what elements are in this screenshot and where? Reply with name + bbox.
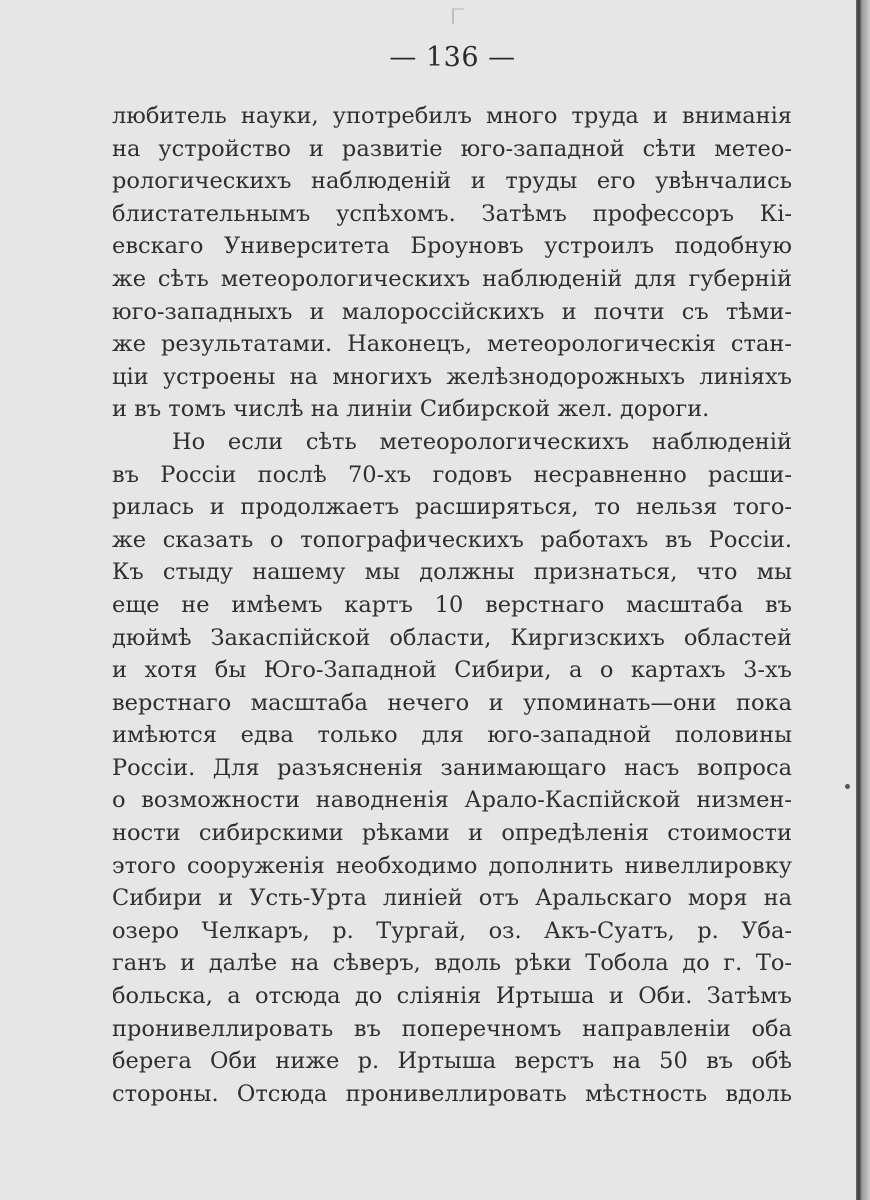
text-line: блистательнымъ успѣхомъ. Затѣмъ профессоръ Кі- [112, 200, 792, 227]
text-line: озеро Челкаръ, р. Тургай, оз. Акъ-Суатъ, р. Уба- [112, 917, 792, 944]
text-line: на устройство и развитіе юго-западной сѣти метео- [112, 135, 792, 162]
text-line: и хотя бы Юго-Западной Сибири, а о картахъ 3-хъ [112, 657, 792, 684]
text-line: и въ томъ числѣ на линіи Сибирской жел. дороги. [112, 396, 710, 423]
paragraph-continued [112, 100, 792, 426]
text-line: въ Россіи послѣ 70-хъ годовъ несравненно расши- [112, 461, 792, 488]
paragraph [112, 426, 792, 1110]
text-line: больска, а отсюда до сліянія Иртыша и Оби. Затѣмъ [112, 983, 792, 1010]
text-line: юго-западныхъ и малороссійскихъ и почти съ тѣми- [112, 298, 792, 325]
text-line: Но если сѣть метеорологическихъ наблюденій [172, 428, 792, 455]
text-line: рологическихъ наблюденій и труды его увѣнчались [112, 168, 792, 195]
text-line: же результатами. Наконецъ, метеорологическія стан- [112, 331, 792, 358]
text-line: о возможности наводненія Арало-Каспійской низмен- [112, 787, 792, 814]
text-line: же сказать о топографическихъ работахъ въ Россіи. [112, 526, 792, 553]
book-binding-edge [856, 0, 870, 1200]
text-line: дюймѣ Закаспійской области, Киргизскихъ областей [112, 624, 792, 651]
text-line: Россіи. Для разъясненія занимающаго насъ вопроса [112, 754, 792, 781]
ink-speck [845, 784, 850, 789]
text-line: ности сибирскими рѣками и опредѣленія стоимости [112, 820, 792, 847]
text-line: этого сооруженія необходимо дополнить нивеллировку [112, 852, 792, 879]
text-line: пронивеллировать въ поперечномъ направленіи оба [112, 1015, 792, 1042]
text-line: евскаго Университета Броуновъ устроилъ подобную [112, 233, 792, 260]
text-line: любитель науки, употребилъ много труда и вниманія [112, 103, 792, 129]
page-number: — 136 — [389, 42, 516, 73]
paper-mark [452, 8, 464, 24]
text-line: Къ стыду нашему мы должны признаться, что мы [112, 559, 792, 586]
text-line: рилась и продолжаетъ расширяться, то нельзя того- [112, 494, 792, 521]
text-line: стороны. Отсюда пронивеллировать мѣстность вдоль [112, 1080, 792, 1107]
text-line: же сѣть метеорологическихъ наблюденій для губерній [112, 265, 792, 292]
text-line: верстнаго масштаба нечего и упоминать—они пока [112, 689, 792, 716]
text-line: имѣются едва только для юго-западной половины [112, 722, 792, 749]
text-line: Сибири и Усть-Урта линіей отъ Аральскаго моря на [112, 885, 792, 912]
text-line: еще не имѣемъ картъ 10 верстнаго масштаба въ [112, 591, 792, 618]
text-line: берега Оби ниже р. Иртыша верстъ на 50 въ обѣ [112, 1048, 792, 1075]
text-line: ганъ и далѣе на сѣверъ, вдоль рѣки Тобола до г. То- [112, 950, 792, 977]
text-line: ціи устроены на многихъ желѣзнодорожныхъ линіяхъ [112, 363, 792, 390]
body-text [112, 100, 792, 1110]
